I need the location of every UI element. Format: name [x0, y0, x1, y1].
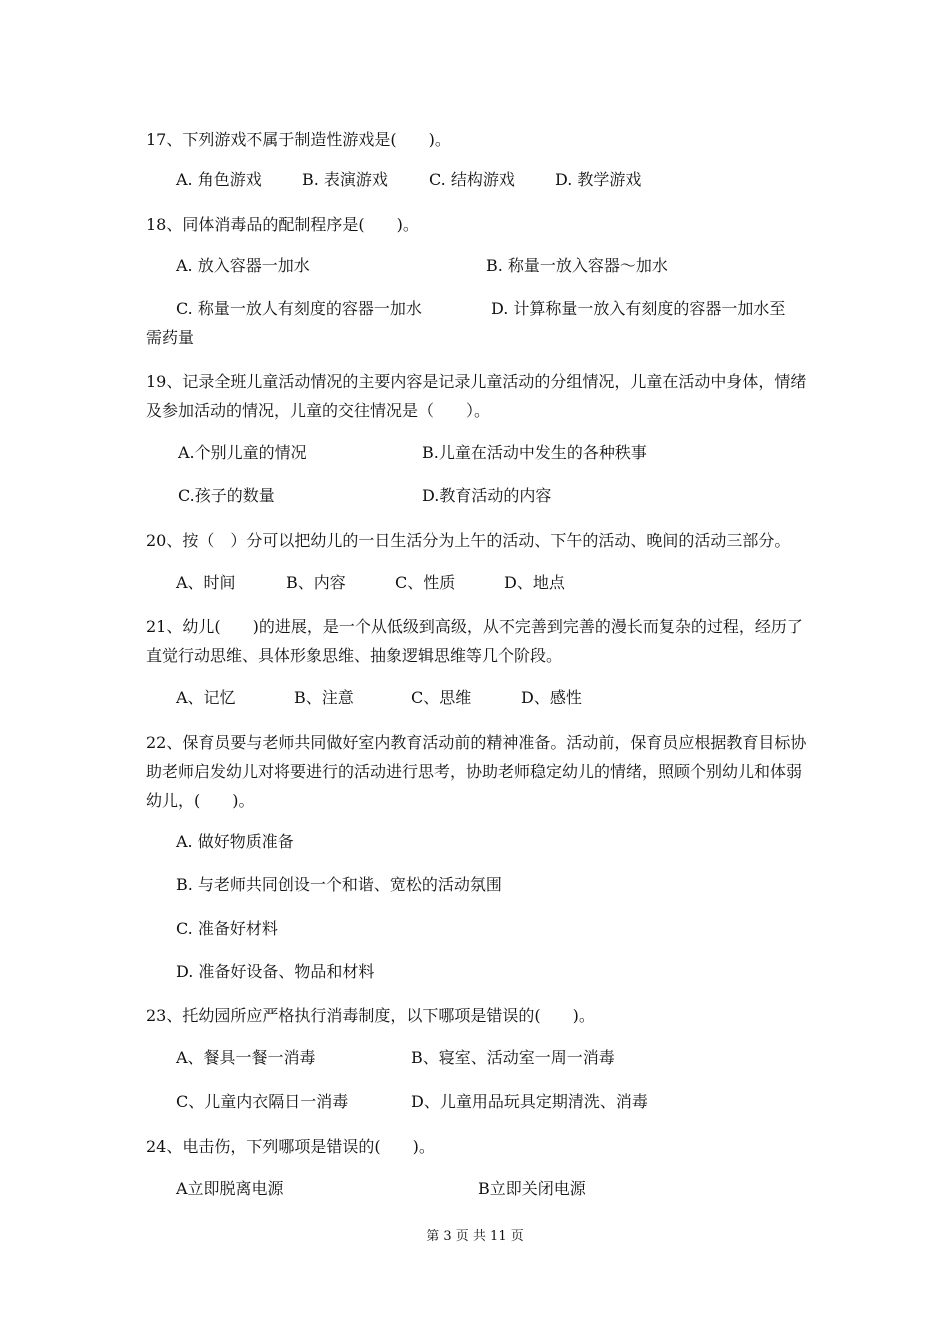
question-22-option-a: A. 做好物质准备 [176, 832, 294, 851]
question-24-stem: 24、电击伤，下列哪项是错误的( )。 [146, 1137, 435, 1156]
question-21-stem: 21、幼儿( )的进展，是一个从低级到高级，从不完善到完善的漫长而复杂的过程，经历了直觉行动思维、具体形象思维、抽象逻辑思维等几个阶段。 [146, 617, 803, 665]
question-21-option-c: C、思维 [411, 688, 472, 707]
question-19-option-d: D.教育活动的内容 [422, 486, 552, 505]
question-20-option-d: D、地点 [504, 573, 565, 592]
question-18-option-a: A. 放入容器一加水 [176, 256, 310, 275]
question-22-stem: 22、保育员要与老师共同做好室内教育活动前的精神准备。活动前，保育员应根据教育目标协助老师启发幼儿对将要进行的活动进行思考，协助老师稳定幼儿的情绪，照顾个别幼儿和体弱幼儿，( )。 [146, 733, 807, 810]
question-23-option-a: A、餐具一餐一消毒 [176, 1048, 316, 1067]
question-18-option-c: C. 称量一放人有刻度的容器一加水 [176, 299, 422, 318]
question-17-option-a: A. 角色游戏 [176, 170, 262, 189]
question-17-option-b: B. 表演游戏 [302, 170, 388, 189]
question-23-stem: 23、托幼园所应严格执行消毒制度，以下哪项是错误的( )。 [146, 1006, 595, 1025]
question-23-option-b: B、寝室、活动室一周一消毒 [411, 1048, 615, 1067]
question-22-option-d: D. 准备好设备、物品和材料 [176, 962, 375, 981]
question-17-option-c: C. 结构游戏 [429, 170, 515, 189]
question-24-option-a: A立即脱离电源 [176, 1179, 284, 1198]
question-22-option-b: B. 与老师共同创设一个和谐、宽松的活动氛围 [176, 875, 502, 894]
question-19-option-a: A.个别儿童的情况 [178, 443, 307, 462]
question-20-stem: 20、按（ ）分可以把幼儿的一日生活分为上午的活动、下午的活动、晚间的活动三部分。 [146, 531, 791, 550]
question-23-option-d: D、儿童用品玩具定期清洗、消毒 [411, 1092, 648, 1111]
question-18-stem: 18、同体消毒品的配制程序是( )。 [146, 215, 419, 234]
page-number-footer: 第 3 页 共 11 页 [426, 1229, 524, 1244]
question-21-option-b: B、注意 [294, 688, 354, 707]
question-19-option-b: B.儿童在活动中发生的各种秩事 [422, 443, 647, 462]
question-18-option-b: B. 称量一放入容器～加水 [486, 256, 668, 275]
question-18-option-d-continuation: 需药量 [146, 328, 195, 347]
question-22-option-c: C. 准备好材料 [176, 919, 278, 938]
question-20-option-b: B、内容 [286, 573, 346, 592]
question-17-stem: 17、下列游戏不属于制造性游戏是( )。 [146, 130, 451, 149]
question-20-option-c: C、性质 [395, 573, 456, 592]
question-21-option-a: A、记忆 [176, 688, 236, 707]
question-21-option-d: D、感性 [521, 688, 582, 707]
question-19-stem: 19、记录全班儿童活动情况的主要内容是记录儿童活动的分组情况，儿童在活动中身体，情绪及参加活动的情况，儿童的交往情况是（ ）。 [146, 372, 807, 420]
question-19-option-c: C.孩子的数量 [178, 486, 275, 505]
question-23-option-c: C、儿童内衣隔日一消毒 [176, 1092, 349, 1111]
question-17-option-d: D. 教学游戏 [555, 170, 642, 189]
question-24-option-b: B立即关闭电源 [478, 1179, 586, 1198]
question-18-option-d: D. 计算称量一放入有刻度的容器一加水至 [491, 299, 786, 318]
question-20-option-a: A、时间 [176, 573, 236, 592]
